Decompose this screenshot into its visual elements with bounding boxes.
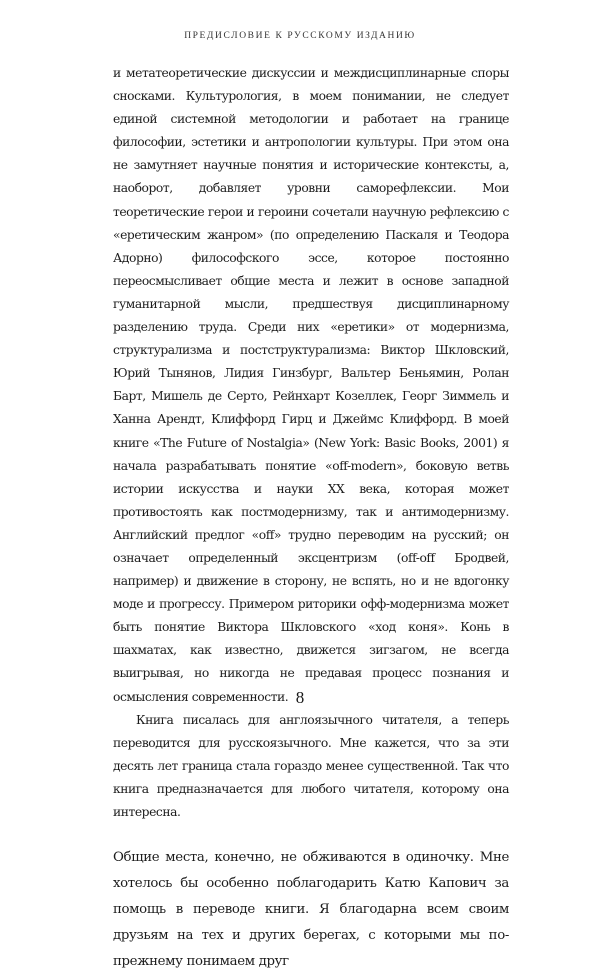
running-head: ПРЕДИСЛОВИЕ К РУССКОМУ ИЗДАНИЮ [184, 31, 416, 41]
paragraph-acknowledgements: Общие места, конечно, не обживаются в одиночку. Мне хотелось бы особенно поблагодарить Катю Капович за помощь в переводе книги. Я благодарна всем своим друзьям на тех и других берегах, с которыми мы по-прежнему понимаем друг [113, 850, 509, 970]
paragraph-continued: и метатеоретические дискуссии и междисциплинарные споры сносками. Культурология, в моем понимании, не следует единой системной методологии и работает на границе философии, эстетики и антропологии культуры. При этом она не замутняет научные понятия и исторические контексты, а, наоборот, добавляет уровни саморефлексии. Мои теоретические герои и героини сочетали научную рефлексию с «еретическим жанром» (по определению Паскаля и Теодора Адорно) философского эссе, которое постоянно переосмысливает общие места и лежит в основе западной гуманитарной мысли, предшествуя дисциплинарному разделению труда. Среди них «еретики» от модернизма, структурализма и постструктурализма: Виктор Шкловский, Юрий Тынянов, Лидия Гинзбург, Вальтер Беньямин, Ролан Барт, Мишель де Серто, Рейнхарт Козеллек, Георг Зиммель и Ханна Арендт, Клиффорд Гирц и Джеймс Клиффорд. В моей книге «The Future of Nostalgia» (New York: Basic Books, 2001) я начала разрабатывать понятие «off-modern», боковую ветвь истории искусства и науки XX века, которая может противостоять как постмодернизму, так и антимодернизму. Английский предлог «off» трудно переводим на русский; он означает определенный эксцентризм (off-off Бродвей, например) и движение в сторону, не вспять, но и не вдогонку моде и прогрессу. Примером риторики офф-модернизма может быть понятие Виктора Шкловского «ход коня». Конь в шахматах, как известно, движется зигзагом, не всегда выигрывая, но никогда не предавая процесс познания и осмысления современности. [113, 66, 509, 704]
body-text [113, 62, 509, 975]
paragraph-translation-note: Книга писалась для англоязычного читателя, а теперь переводится для русскоязычного. Мне кажется, что за эти десять лет граница стала гораздо менее существенной. Так что книга предназначается для любого читателя, которому она интересна. [113, 712, 509, 819]
page-number: 8 [295, 688, 305, 707]
